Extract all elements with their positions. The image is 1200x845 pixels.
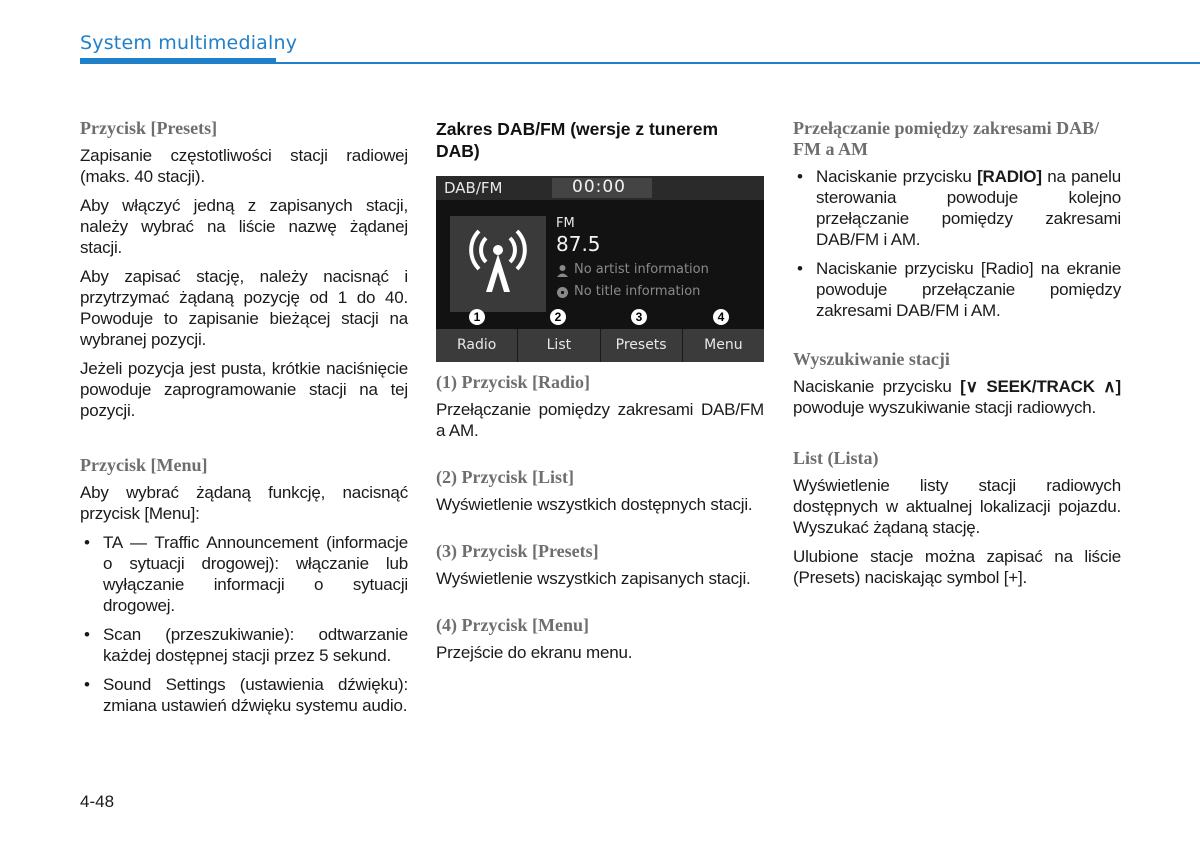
radio-button[interactable]: Radio: [436, 329, 518, 362]
column-middle: [436, 118, 764, 671]
header-rule-accent: [80, 58, 276, 64]
callout-number: 4: [713, 309, 729, 325]
menu-heading: Przycisk [Menu]: [80, 455, 208, 475]
callout-number: 1: [469, 309, 485, 325]
list-item: • Sound Settings (ustawienia dźwięku): zmiana ustawień dźwięku systemu audio.: [84, 675, 408, 715]
presets-heading: Przycisk [Presets]: [80, 118, 218, 138]
item-text: Przełączanie pomiędzy zakresami DAB/FM a AM.: [436, 400, 764, 440]
switch-heading: Przełączanie pomiędzy zakresami DAB/ FM a AM: [793, 118, 1100, 159]
list-button[interactable]: List: [518, 329, 600, 362]
radio-screen-image: [436, 176, 764, 362]
page-number: 4-48: [80, 792, 115, 811]
item-heading: (3) Przycisk [Presets]: [436, 541, 599, 561]
screen-band-label: DAB/FM: [444, 179, 503, 197]
list-item: • Naciskanie przycisku [Radio] na ekranie powoduje przełączanie pomiędzy zakresami DAB/FM i AM.: [797, 259, 1121, 320]
item-text: Wyświetlenie wszystkich dostępnych stacji.: [436, 495, 753, 514]
presets-paragraph: Aby włączyć jedną z zapisanych stacji, należy wybrać na liście nazwę żądanej stacji.: [80, 196, 408, 257]
presets-paragraph: Aby zapisać stację, należy nacisnąć i przytrzymać żądaną pozycję od 1 do 40. Powoduje to zapisanie bieżącej stacji na wybranej pozycji.: [80, 267, 408, 349]
screen-artist-info: No artist information: [574, 262, 709, 277]
item-heading: (1) Przycisk [Radio]: [436, 372, 590, 392]
screen-button-bar: [436, 329, 764, 362]
list-item: • TA — Traffic Announcement (informacje o sytuacji drogowej): włączanie lub wyłączanie informacji o sytuacji drogowej.: [84, 533, 408, 615]
section-title: System multimedialny: [80, 32, 298, 54]
switch-list: [793, 166, 1121, 321]
menu-button[interactable]: Menu: [683, 329, 764, 362]
screen-title-info: No title information: [574, 284, 701, 299]
column-left: [80, 118, 408, 724]
presets-paragraph: Zapisanie częstotliwości stacji radiowej (maks. 40 stacji).: [80, 146, 408, 186]
screen-frequency: 87.5: [556, 232, 601, 256]
search-heading: Wyszukiwanie stacji: [793, 349, 950, 369]
seek-track-key-label: [∨ SEEK/TRACK ∧]: [960, 377, 1121, 396]
disc-icon: [556, 286, 569, 304]
menu-list: [80, 532, 408, 716]
list-paragraph: Ulubione stacje można zapisać na liście (Presets) naciskając symbol [+].: [793, 547, 1121, 587]
person-icon: [556, 264, 569, 282]
column-right: [793, 118, 1121, 596]
presets-paragraph: Jeżeli pozycja jest pusta, krótkie naciśnięcie powoduje zaprogramowanie stacji na tej pozycji.: [80, 359, 408, 420]
screen-callout-numbers: [436, 308, 764, 328]
screen-fm-label: FM: [556, 216, 575, 231]
screen-clock: 00:00: [572, 177, 626, 197]
item-heading: (4) Przycisk [Menu]: [436, 615, 589, 635]
menu-paragraph: Aby wybrać żądaną funkcję, nacisnąć przycisk [Menu]:: [80, 483, 408, 523]
list-item: • Scan (przeszukiwanie): odtwarzanie każdej dostępnej stacji przez 5 sekund.: [84, 625, 408, 665]
list-item: • Naciskanie przycisku [RADIO] na panelu sterowania powoduje kolejno przełączanie pomiędzy zakresami DAB/FM i AM.: [797, 167, 1122, 249]
item-text: Wyświetlenie wszystkich zapisanych stacji.: [436, 569, 751, 588]
item-text: Przejście do ekranu menu.: [436, 643, 633, 662]
radio-antenna-icon: [450, 216, 546, 312]
list-paragraph: Wyświetlenie listy stacji radiowych dostępnych w aktualnej lokalizacji pojazdu. Wyszukać żądaną stację.: [793, 476, 1121, 537]
radio-key-label: [RADIO]: [977, 167, 1042, 186]
item-heading: (2) Przycisk [List]: [436, 467, 574, 487]
list-heading: List (Lista): [793, 448, 879, 468]
callout-number: 2: [550, 309, 566, 325]
dab-fm-heading: Zakres DAB/FM (wersje z tunerem DAB): [436, 119, 719, 161]
callout-number: 3: [631, 309, 647, 325]
search-paragraph: Naciskanie przycisku [∨ SEEK/TRACK ∧] powoduje wyszukiwanie stacji radiowych.: [793, 377, 1121, 417]
presets-button[interactable]: Presets: [601, 329, 683, 362]
